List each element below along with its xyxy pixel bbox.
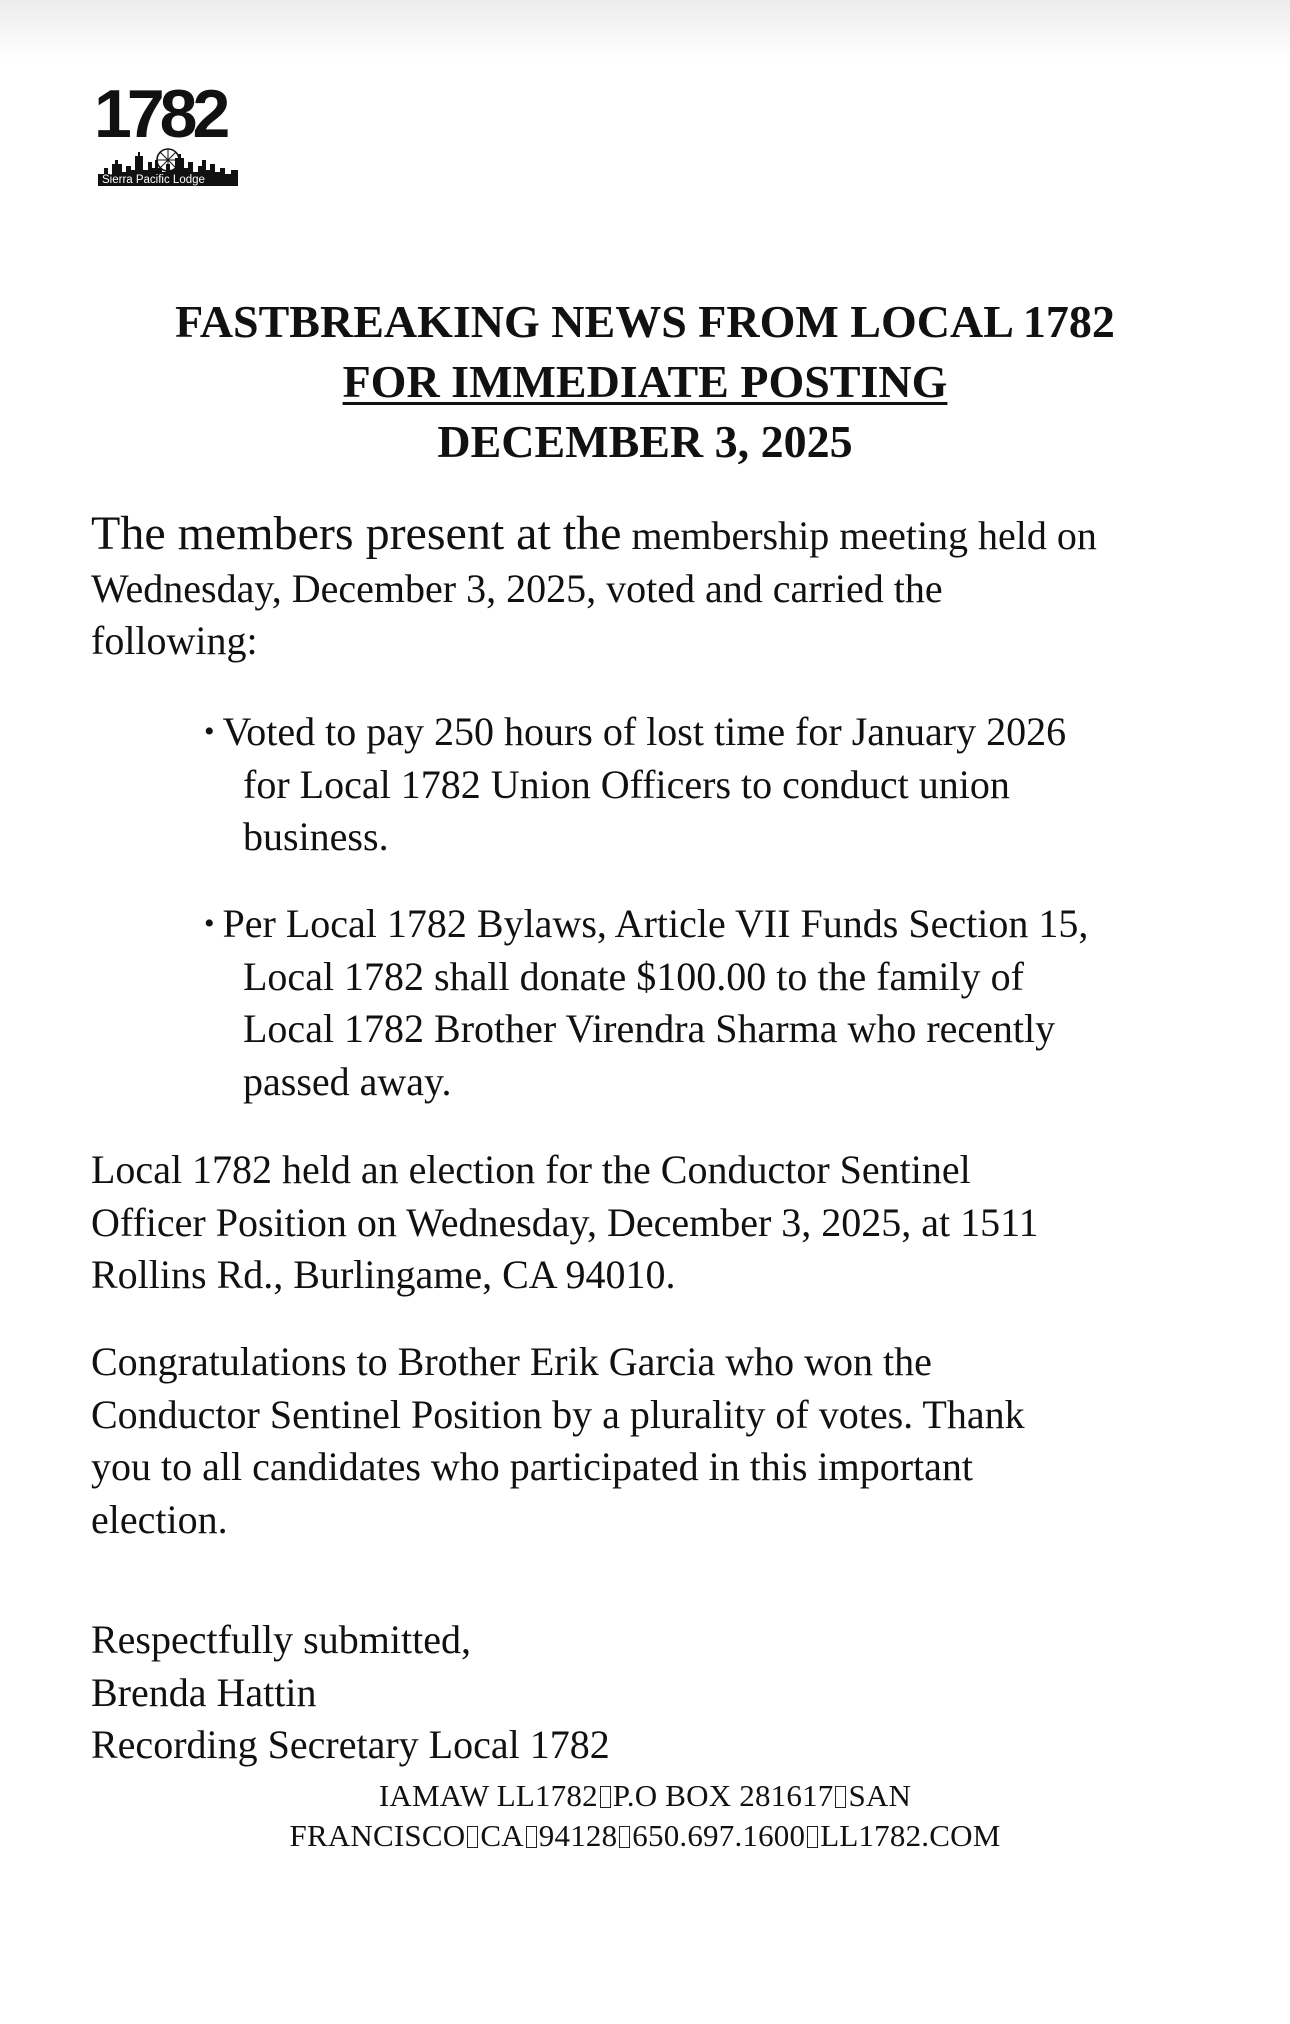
logo-tagline: Sierra Pacific Lodge <box>102 174 205 186</box>
intro-line-1 <box>91 508 1211 563</box>
bullet-text: Voted to pay 250 hours of lost time for January 2026 <box>222 709 1067 754</box>
footer-city-rest: FRANCISCO <box>289 1818 466 1853</box>
intro-paragraph <box>91 508 1211 668</box>
bullet-text: business. <box>243 814 389 859</box>
election-paragraph <box>91 1144 1211 1302</box>
bullet-dot-icon: • <box>204 715 215 748</box>
congrats-paragraph <box>91 1336 1211 1546</box>
separator-box-icon <box>619 1826 630 1848</box>
separator-box-icon <box>526 1826 537 1848</box>
headline-line-1: FASTBREAKING NEWS FROM LOCAL 1782 <box>175 296 1115 347</box>
election-line: Rollins Rd., Burlingame, CA 94010. <box>91 1252 676 1297</box>
bullet-text: Per Local 1782 Bylaws, Article VII Funds Section 15, <box>222 901 1089 946</box>
bullet-text: Local 1782 shall donate $100.00 to the family of <box>243 953 1024 999</box>
footer-phone: 650.697.1600 <box>632 1818 806 1853</box>
signature-closing: Respectfully submitted, <box>91 1617 471 1662</box>
headline-date: DECEMBER 3, 2025 <box>437 416 853 467</box>
logo-number: 1782 <box>94 76 226 152</box>
footer-line-2 <box>0 1816 1290 1856</box>
footer-zip: 94128 <box>538 1818 618 1853</box>
intro-line-3: following: <box>91 618 258 663</box>
footer-state: CA <box>480 1818 524 1853</box>
signature-title: Recording Secretary Local 1782 <box>91 1722 610 1767</box>
top-shade <box>0 0 1290 60</box>
separator-box-icon <box>600 1786 611 1808</box>
election-line: Officer Position on Wednesday, December 3, 2025, at 1511 <box>91 1199 1039 1245</box>
headline <box>0 292 1290 472</box>
signature-block <box>91 1614 1211 1772</box>
separator-box-icon <box>835 1786 846 1808</box>
congrats-line: election. <box>91 1496 228 1542</box>
congrats-line: Conductor Sentinel Position by a plurality of votes. Thank <box>91 1391 1025 1437</box>
congrats-line: you to all candidates who participated in this important <box>91 1444 974 1489</box>
separator-box-icon <box>467 1826 478 1848</box>
footer-city-part: SAN <box>848 1778 912 1813</box>
signature-name: Brenda Hattin <box>91 1669 317 1715</box>
footer-website: LL1782.COM <box>820 1818 1001 1853</box>
bullet-text: Local 1782 Brother Virendra Sharma who recently <box>243 1006 1056 1051</box>
separator-box-icon <box>807 1826 818 1848</box>
intro-line-1-rest: membership meeting held on <box>631 513 1097 558</box>
bullet-text: for Local 1782 Union Officers to conduct union <box>243 761 1010 807</box>
bullet-item-donation <box>204 898 1204 1108</box>
footer-org: IAMAW LL1782 <box>378 1778 598 1813</box>
lodge-logo <box>94 76 240 188</box>
intro-line-2: Wednesday, December 3, 2025, voted and carried the <box>91 565 943 611</box>
election-line: Local 1782 held an election for the Conductor Sentinel <box>91 1147 971 1192</box>
bullet-dot-icon: • <box>204 907 215 940</box>
footer-address <box>0 1776 1290 1856</box>
intro-lead: The members present at the <box>91 507 622 560</box>
bullet-text: passed away. <box>243 1058 452 1104</box>
footer-po-box: P.O BOX 281617 <box>612 1778 834 1813</box>
bullet-item-lost-time <box>204 706 1204 864</box>
congrats-line: Congratulations to Brother Erik Garcia who won the <box>91 1339 932 1384</box>
footer-line-1 <box>0 1776 1290 1816</box>
headline-posting: FOR IMMEDIATE POSTING <box>342 356 948 407</box>
headline-line-2 <box>0 352 1290 412</box>
